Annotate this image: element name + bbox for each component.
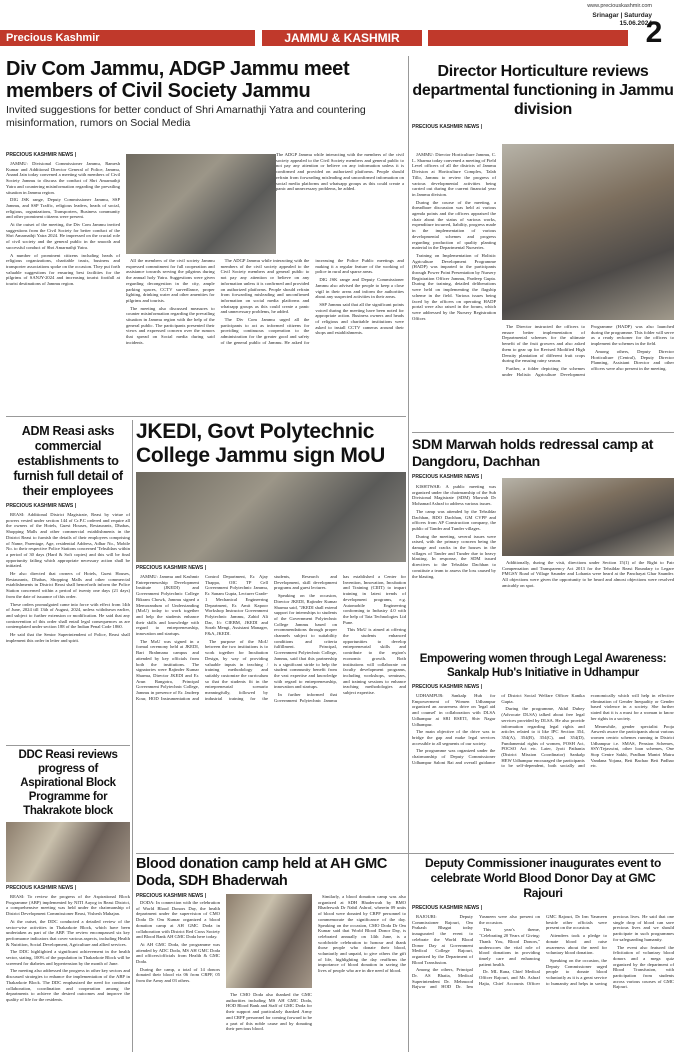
paragraph: During the programme, Akhil Dubey (Advocate DLSA) talked about free legal services provided by DLSA. He also provide information regarding legal rights and articles related to it like IPC Section 354, 354(A), 354(B), 354(C), and 354(D), Fundamental rights of women, POSH Act, POCSO Act etc. Later, Jyoti Pathania (District Mission Coordinator) Sankalp HEW Udhampur encouraged the participants to be self-dependent, both socially and economically which will help in effective elimination of Gender Inequality or Gender based violence in a society. She further stated that it is a must for a woman to know her rights in a society. [501, 693, 674, 769]
paragraph: During the meeting, several issues were raised, with the primary concern being the damage and cracks in the houses in the villages of Tander and Tunder due to heavy blasting. In response, the SDM issued directives to the Tehsildar Dachhan to constitute a team to assess the loss caused by the blasting. [412, 533, 496, 579]
headline: SDM Marwah holds redressal camp at Dangdoru, Dachhan [412, 436, 654, 469]
site-url[interactable]: www.preciouskashmir.com [587, 3, 652, 9]
masthead [0, 0, 680, 52]
paragraph: SSP Jammu said that all the significant points voiced during the meeting have been noted for appropriate action. Business owners and heads of religious and charitable institutions were asked to install CCTV cameras around their shops and establishments. [315, 301, 404, 336]
paragraph: REASI: To review the progress of the Aspirational Block Programme (ABP) implemented by NITI Aayog in Reasi District, a comprehensive meeting was held under the chairmanship of District Development Commissioner Reasi, Vishesh Mahajan. [6, 894, 130, 917]
article-body [136, 574, 406, 844]
column-divider [132, 420, 133, 1052]
byline: PRECIOUS KASHMIR NEWS | [6, 503, 77, 509]
paragraph: JAMMU: Divisional Commissioner Jammu, Ramesh Kumar and Additional Director General of Police, Jammu, Anand Jain today convened a meeting with members of Civil Society Jammu to discuss the conduct of Shri Amarnathji Yatra and countering misinformation regarding the prevailing situation in Jammu region. [6, 161, 120, 195]
byline: PRECIOUS KASHMIR NEWS | [136, 893, 207, 899]
paragraph: The main objective of the drive was to bridge the gap and make legal services accessible to all segments of our society. [412, 729, 496, 746]
paragraph: Training on Implementation of Holistic Agriculture Development Programme (HADP) was imparted to the participants through Power Point Presentation by Nursery Registration Officer Jammu, Pardeep Gupta. During the training, detailed deliberations were held on implementing the flagship scheme in the field. Various issues being faced by the officers on operating HADP portal were also raised in the forum, which were addressed by the Nursery Registration Officer. [412, 252, 496, 321]
paragraph: Meanwhile, gender specialist Pooja Anwesh aware the participants about various women centric schemes running in District Udhampur i.e. SMAS, Pension Schemes, SSY/Tejaswini, other loan schemes, One Stop Centre Sakhi, Pradhan Mantri Matru Vandana Yojana, Beti Bachao Beti Padhao etc. [590, 723, 674, 769]
paragraph: The DDC highlighted a significant achievement in the health sector, stating, 100% of the population in Thakarkote Block will be screened for diabetes and hypertension by the month of June. [6, 949, 130, 966]
paragraph: UDHAMPUR: Sankalp Hub for Empowerment of Women Udhampur organized an awareness drive on 'legal aid and counsel' in collaboration with DLSA Udhampur at SBI RSETI, Shiv Nagar Udhampur. [412, 693, 496, 727]
paragraph: The purpose of the MoU between the two institutions is to work together for Incubation Design, by way of providing valuable inputs in teaching / training methodology and suitably customize the curriculum so that the students fit in the entrepreneurial scenario meaningfully, followed by industrial training for the students, Research and Development, skill development programs and guest lectures. [205, 574, 337, 701]
masthead-right-bar [428, 30, 628, 46]
paragraph: Dr. ML Rana, Chief Medical Officer Rajouri, and Mr. Ashraf Hajia, Chief Accounts Officer GMC Rajouri, Dr Irm Yasmeen beside other officials were present on the occasion. [479, 914, 607, 986]
paragraph: DODA: In connection with the celebration of World Blood Donors Day, the health department under the supervision of CMO Doda Dr Om Kumar organized a blood donation camp at AH GMC Doda in collaboration with District Red Cross Society and Blood Bank AH GMC Doda here today. [136, 900, 220, 940]
byline: PRECIOUS KASHMIR NEWS | [412, 474, 483, 480]
article-body-lead [412, 152, 496, 432]
place-day: Srinagar | Saturday [592, 12, 652, 19]
paragraph: This MoU is aimed at offering the students enhanced opportunities to develop entrepreneurial skills and contribute to the region's economic growth. Both institutions will collaborate on faculty development programs, including workshops, seminars, and training sessions to enhance teaching methodologies and subject expertise. [343, 627, 406, 696]
paragraph: DIG JSK range and Deputy Commissioner Jammu also advised the people to keep a close vigil in their areas and inform the authorities about any suspected activities in their areas. [315, 277, 404, 300]
paragraph: In further informed that Government Polytechnic Jammu has established a Center for Invention, Innovation, Incubation and Training (CIIIT) to impart training in latest trends of development programs, e.g. Automobile Engineering conforming to Industry 4.0 with the help of Tata Technologies Ltd Pune. [274, 574, 406, 703]
article-ddc-reasi [6, 748, 130, 1052]
article-body-lead [136, 900, 220, 1052]
article-sankalp-hub [412, 652, 674, 852]
article-jkedi [136, 420, 406, 850]
article-blood-donor-rajouri [412, 856, 674, 1052]
byline: PRECIOUS KASHMIR NEWS | [136, 565, 207, 571]
subheadline: Invited suggestions for better conduct of Shri Amarnathji Yatra and countering misinformation, rumors on Social Media [6, 104, 366, 129]
paragraph: At AH GMC Doda, the programme was attended by ADC Doda, MS AH GMC Doda and officers/officials from Health & GMC Doda. [136, 941, 220, 965]
article-body [126, 258, 404, 388]
page-number: 2 [645, 16, 663, 49]
paragraph: RAJOURI: Deputy Commissioner Rajouri, Om Prakash Bhagat today inaugurated the event to celebrate the World Blood Donor Day at Government Medical College Rajouri, organized by the Department of Blood Transfusion. [412, 914, 473, 965]
headline: JKEDI, Govt Polytechnic College Jammu sign MoU [136, 420, 385, 467]
paragraph: REASI: Additional District Magistrate, Reasi by virtue of powers vested under section 144 of Cr.P.C ordered and require all the owners of the Hotels, Guest Houses, Restaurants, Dhabas, Shopping Malls and other commercial establishments in the District Reasi to furnish the details of their employees comprising of Name, Parentage, Age, residential Address, Adhar No., Mobile No. to their respective Police Stations concerned 'Tehsildars within a period of 30 days (Hard & Soft copies) and this will be final opportunity failing which appropriate necessary action shall be initiated. [6, 512, 130, 569]
headline: ADM Reasi asks commercial establishments to furnish full detail of their employees [13, 424, 123, 498]
section-divider [136, 853, 674, 854]
article-body [412, 693, 674, 833]
byline: PRECIOUS KASHMIR NEWS | [6, 152, 77, 158]
section-divider [6, 416, 406, 417]
paragraph: He said that the Senior Superintendent of Police, Reasi shall implement this order in letter and spirit. [6, 632, 130, 643]
article-sdm-marwah [412, 436, 674, 656]
mou-photo [136, 472, 406, 562]
article-body-lead [412, 484, 496, 624]
camp-photo [502, 478, 674, 556]
section-title: JAMMU & KASHMIR [284, 31, 400, 45]
headline: Div Com Jammu, ADGP Jammu meet members of Civil Society Jammu [6, 58, 350, 102]
headline: Blood donation camp held at AH GMC Doda, SDH Bhaderwah [136, 856, 388, 889]
article-body [502, 560, 674, 624]
paragraph: KISHTWAR: A public meeting was organized under the chairmanship of the Sub Divisional Magistrate (SDM) Marwah Dr Mohamad Ashraf to address various issues. [412, 484, 496, 507]
paragraph: During the course of the meeting, a threadbare discussion was held at various agenda points and the officers appraised the chair about the status of various works, expenditure incurred, liability, progress made in the implementation of various developmental schemes and progress regarding production of quality planting material in the Departmental Nurseries. [412, 199, 496, 251]
paragraph: He also directed that owners of Hotels, Guest Houses, Restaurants, Dhabas, Shopping Malls and other commercial establishments in District Reasi shall henceforth inform the Police Station concerned within a period of twenty one days (21 days) from the date of issuance of this order. [6, 571, 130, 599]
byline: PRECIOUS KASHMIR NEWS | [6, 885, 77, 891]
paragraph: JAMMU: Jammu and Kashmir Entrepreneurship Development Institute (JKEDI) and Government Polytechnic College Bikram Chowk, Jammu signed a Memorandum of Understanding (MoU) today to work together and help the students enhance their skills and knowledge with regard to entrepreneurship, innovation and startups. [136, 574, 199, 637]
article-body-lead [6, 161, 120, 356]
paragraph: The programme was organized under the chairmanship of Deputy Commissioner Udhampur Saloni Rai and overall guidance of District Social Welfare Officer Kanika Gupta. [412, 693, 585, 765]
article-divcom-side-body [276, 152, 404, 256]
headline: Deputy Commissioner inaugurates event to celebrate World Blood Donor Day at GMC Rajouri [424, 856, 662, 900]
section-divider [6, 745, 130, 746]
byline: PRECIOUS KASHMIR NEWS | [412, 684, 483, 690]
paragraph: Attendees took a pledge to donate blood and raise awareness about the need for voluntary blood donation. [546, 933, 607, 956]
article-horticulture [412, 62, 674, 432]
paragraph: This year's theme, "Celebrating 20 Years of Giving: Thank You, Blood Donors," underscores the vital role of blood donations in providing timely care and enhancing patient health. [479, 927, 540, 967]
paragraph: The camp was attended by the Tehsildar Dachhan, BDO Dachhan, GM CVPP and officers from AP Construction company, the public of Tander and Tunder villages. [412, 508, 496, 531]
paragraph: The Div Com Jammu urged all the participants to act as informed citizens for providing continuous cooperation to the administration for the greater good and safety of the general public of Jammu. He asked for increasing the Police Public meetings and making it a regular feature of the working of police in rural and sparse areas. [220, 258, 404, 345]
paragraph: Further, a folder depicting the schemes under Holistic Agriculture Development Programme (HADP) was also launched during the programme. This folder will serve as a ready reckoner for the officers to implement the schemes in the field. [502, 324, 674, 377]
headline: DDC Reasi reviews progress of Aspirational Block Programme for Thakrakote block [18, 749, 118, 817]
paragraph: The Director instructed the officers to ensure better implementation of Departmental schemes for the ultimate benefit of the fruit growers and also asked them to gear up for Revised Modified High Density plantation of different fruit crops during the ensuing rainy season. [502, 324, 585, 364]
paragraph: At the outset, the DDC conducted a detailed review of the sector-wise activities in Thakarkote Block, which have been undertaken as part of the ABP. The review encompassed six key performance indicators that cover various aspects, including Health & Nutrition, Social Development, Agriculture and allied services. [6, 918, 130, 947]
article-body [6, 894, 130, 1052]
paragraph: All the members of the civil society Jammu expressed commitment for full cooperation and assistance towards serving the pilgrims during the annual holy Yatra. Suggestions were given regarding decongestion in the city, ample parking spaces, CCTV surveillance, proper lighting, drinking water and other amenities for pilgrims and tourists. [126, 258, 215, 303]
paragraph: A number of prominent citizens including heads of religious organizations, charitable trusts, business and transporter associations spoke on the occasion. They put forth valuable suggestions for ensuring best facilities for the pilgrims of SANJY-2024 and increasing tourist footfall at tourist destinations of Jammu region. [6, 252, 120, 287]
paragraph: Among others, Deputy Director Horticulture (Central), Deputy Director Planning, Assistant Director and other officers were also present in the meeting. [591, 348, 674, 371]
article-body [412, 914, 674, 1052]
paragraph: Speaking on the occasion, Director JKEDI, Rajinder Kumar Sharma said, "JKEDI shall extend support for internships to students of the Government Polytechnic College Jammu based on recommendations through proper channels subject to suitability conditions and criteria fulfillment. Principal, Government Polytechnic College, Jammu, said that this partnership is a significant stride to help the student community benefit from the vast expertise and knowledge with regard to entrepreneurship, innovation and startups. [274, 593, 337, 690]
review-photo [502, 144, 674, 320]
article-body [6, 512, 130, 717]
paragraph: Similarly, a blood donation camp was also organized at SDH Bhaderwah by BMO Bhaderwah Dr Nabil Ashraf, wherein 09 units of blood were donated by CRPF personnel to commemorate the significance of the day. Speaking on the occasion, CMO Doda Dr Om Kumar said that World Blood Donor Day, is celebrated annually on 14th June, is a worldwide celebration to honour and thank those people who donate their blood, voluntarily and unpaid, to give others the gift of life, highlighting the day reaffirms the importance of blood donation in saving the lives of people who are in dire need of blood. [318, 894, 406, 974]
paragraph: At the outset of the meeting, the Div Com Jammu invited suggestions from the Civil Society for better conduct of the Shri Amarnathji Yatra 2024. He impressed on the crucial role of civil society and the general public in the smooth and successful conduct of Shri Amarnathji Yatra. [6, 222, 120, 250]
section-divider [412, 432, 674, 433]
meeting-photo [126, 154, 276, 254]
column-divider [408, 56, 409, 1052]
paragraph: The meeting also addressed the progress in other key sectors and discussed strategies to enhance the implementation of the ABP in Thakarkote Block. The DDC emphasized the need for continued collaboration, coordination and cooperation among the departments to achieve the desired outcomes and improve the quality of life for the residents. [6, 968, 130, 1002]
paragraph: The CMO Doda also thanked the GMC authorities including MS AH GMC Doda, HOD Blood Bank and Staff of GMC Doda for their support and particularly thanked Army and CRPF personnel for coming forward to be a part of this noble cause and by donating their precious blood. [226, 992, 312, 1032]
paragraph: The ADGP Jammu while interacting with the members of the civil society appealed to the Civil Society members and general public to not pay any attention or believe on any information unless it is confirmed and provided on authorized platforms. People should refrain from forwarding misleading and unconfirmed information on social media platforms and whatsapp groups as this could create a panic and unnecessary problems, he added. [220, 258, 310, 315]
paragraph: These orders promulgated came into force with effect from 14th of June, 2024 till 13th of August, 2024, unless withdrawn earlier, and subject to further extension or modification. He said that any contravention of this order shall entail legal consequences as are contemplated under section 188 of the Indian Penal Code 1860. [6, 601, 130, 630]
paragraph: Speaking on the occasion, the Deputy Commissioner urged people to donate blood voluntarily as it is a great service to humanity and helps in saving precious lives. He said that one single drop of blood can save precious lives and we should participate in such programmes for safeguarding humanity. [546, 914, 674, 986]
paragraph: The MoU was signed in a formal ceremony held at JKEDI, Bari Brahmana campus and attended by key officials from both the institutions. The signatories were Rajinder Kumar Sharma, Director JKEDI and Er. Arun Bangotra, Principal Government Polytechnic College, Jammu in presence of Er. Jasdeep Kour, HOD Instrumentation and Control Department, Er. Ajay Thappa, OIC TP Cell Government Polytechnic Jammu, Er. Sanam Gupta, Lecturer Grade-1 Mechanical Engineering Department, Er. Amit Kapoor Workshop Instructor Government Polytechnic Jammu, Zahid Ali Dar, I/c CIEBM, JKEDI and Sorab Mengi, Assistant Manager, F&A, JKEDI. [136, 574, 269, 701]
headline: Empowering women through Legal Awareness: Sankalp Hub's Initiative in Udhampur [419, 653, 667, 679]
paragraph: DIG JSK range, Deputy Commissioner Jammu, SSP Jammu, and SSP Traffic, religious leaders, heads of social, religious, organizations, Transporters, Business community and other prominent citizens were present. [6, 197, 120, 220]
paragraph: The meeting also discussed measures to counter misinformation regarding the prevailing situation in Jammu region with the help of the general public. The participants presented their views and expressed concern over the rumors that spread on Social media during said incidents. [126, 305, 215, 345]
paragraph: Additionally, during the visit, directions under Section 15(1) of the Right to Fair Compensation and Transparency Act 2013 for the Tehsildar Reasi Boundary to Legare PMGSY Road of Village Saunder and Lohanta were heard at the Panchayat Ghar Saunder. All objections were given the opportunity to be heard and almost objections were resolved amicably on spot. [502, 560, 674, 588]
review-photo [6, 822, 130, 882]
paragraph: Among the others, Principal Dr. AS Bhatia, Medical Superintendent Dr. Mehmood Bajwar and HOD Dr. Irm Yasmeen were also present on the occasion. [412, 914, 540, 990]
byline: PRECIOUS KASHMIR NEWS | [412, 905, 483, 911]
paragraph: The event also featured the felicitation of voluntary blood donors and a mega quiz organized by the department of Blood Transfusion, with participation from students across various courses of GMC Rajouri. [613, 944, 674, 990]
article-blood-donation-doda [136, 856, 406, 1052]
issue-date: 15.06.2024 [619, 20, 652, 27]
article-body [502, 324, 674, 432]
article-body [318, 894, 406, 1052]
byline: PRECIOUS KASHMIR NEWS | [412, 124, 483, 130]
paper-name: Precious Kashmir [6, 32, 100, 44]
paragraph-col: The ADGP Jammu while interacting with the members of the civil society appealed to the Civil Society members and general public to not pay any attention or believe on any information unless it is confirmed and provided on authorized platforms. People should refrain from forwarding misleading and unconfirmed information on social media platforms and whatsapp groups as this could create a panic and unnecessary problems, he added. [276, 152, 404, 192]
article-body-bottom [226, 992, 312, 1052]
headline: Director Horticulture reviews departmental functioning in Jammu division [412, 63, 674, 118]
donation-photo [226, 894, 312, 988]
paragraph: During the camp, a total of 14 donors donated their blood viz 06 from CRPF, 05 from the Army and 03 others. [136, 966, 220, 984]
paragraph: JAMMU: Director Horticulture Jammu, C. L. Sharma today convened a meeting of Field Level officers of all the districts of Jammu Division at Horticulture Complex, Talab Tillo, Jammu to review the progress of various developmental activities being carried out during the current financial year in Jammu division. [412, 152, 496, 197]
article-adm-reasi [6, 424, 130, 744]
